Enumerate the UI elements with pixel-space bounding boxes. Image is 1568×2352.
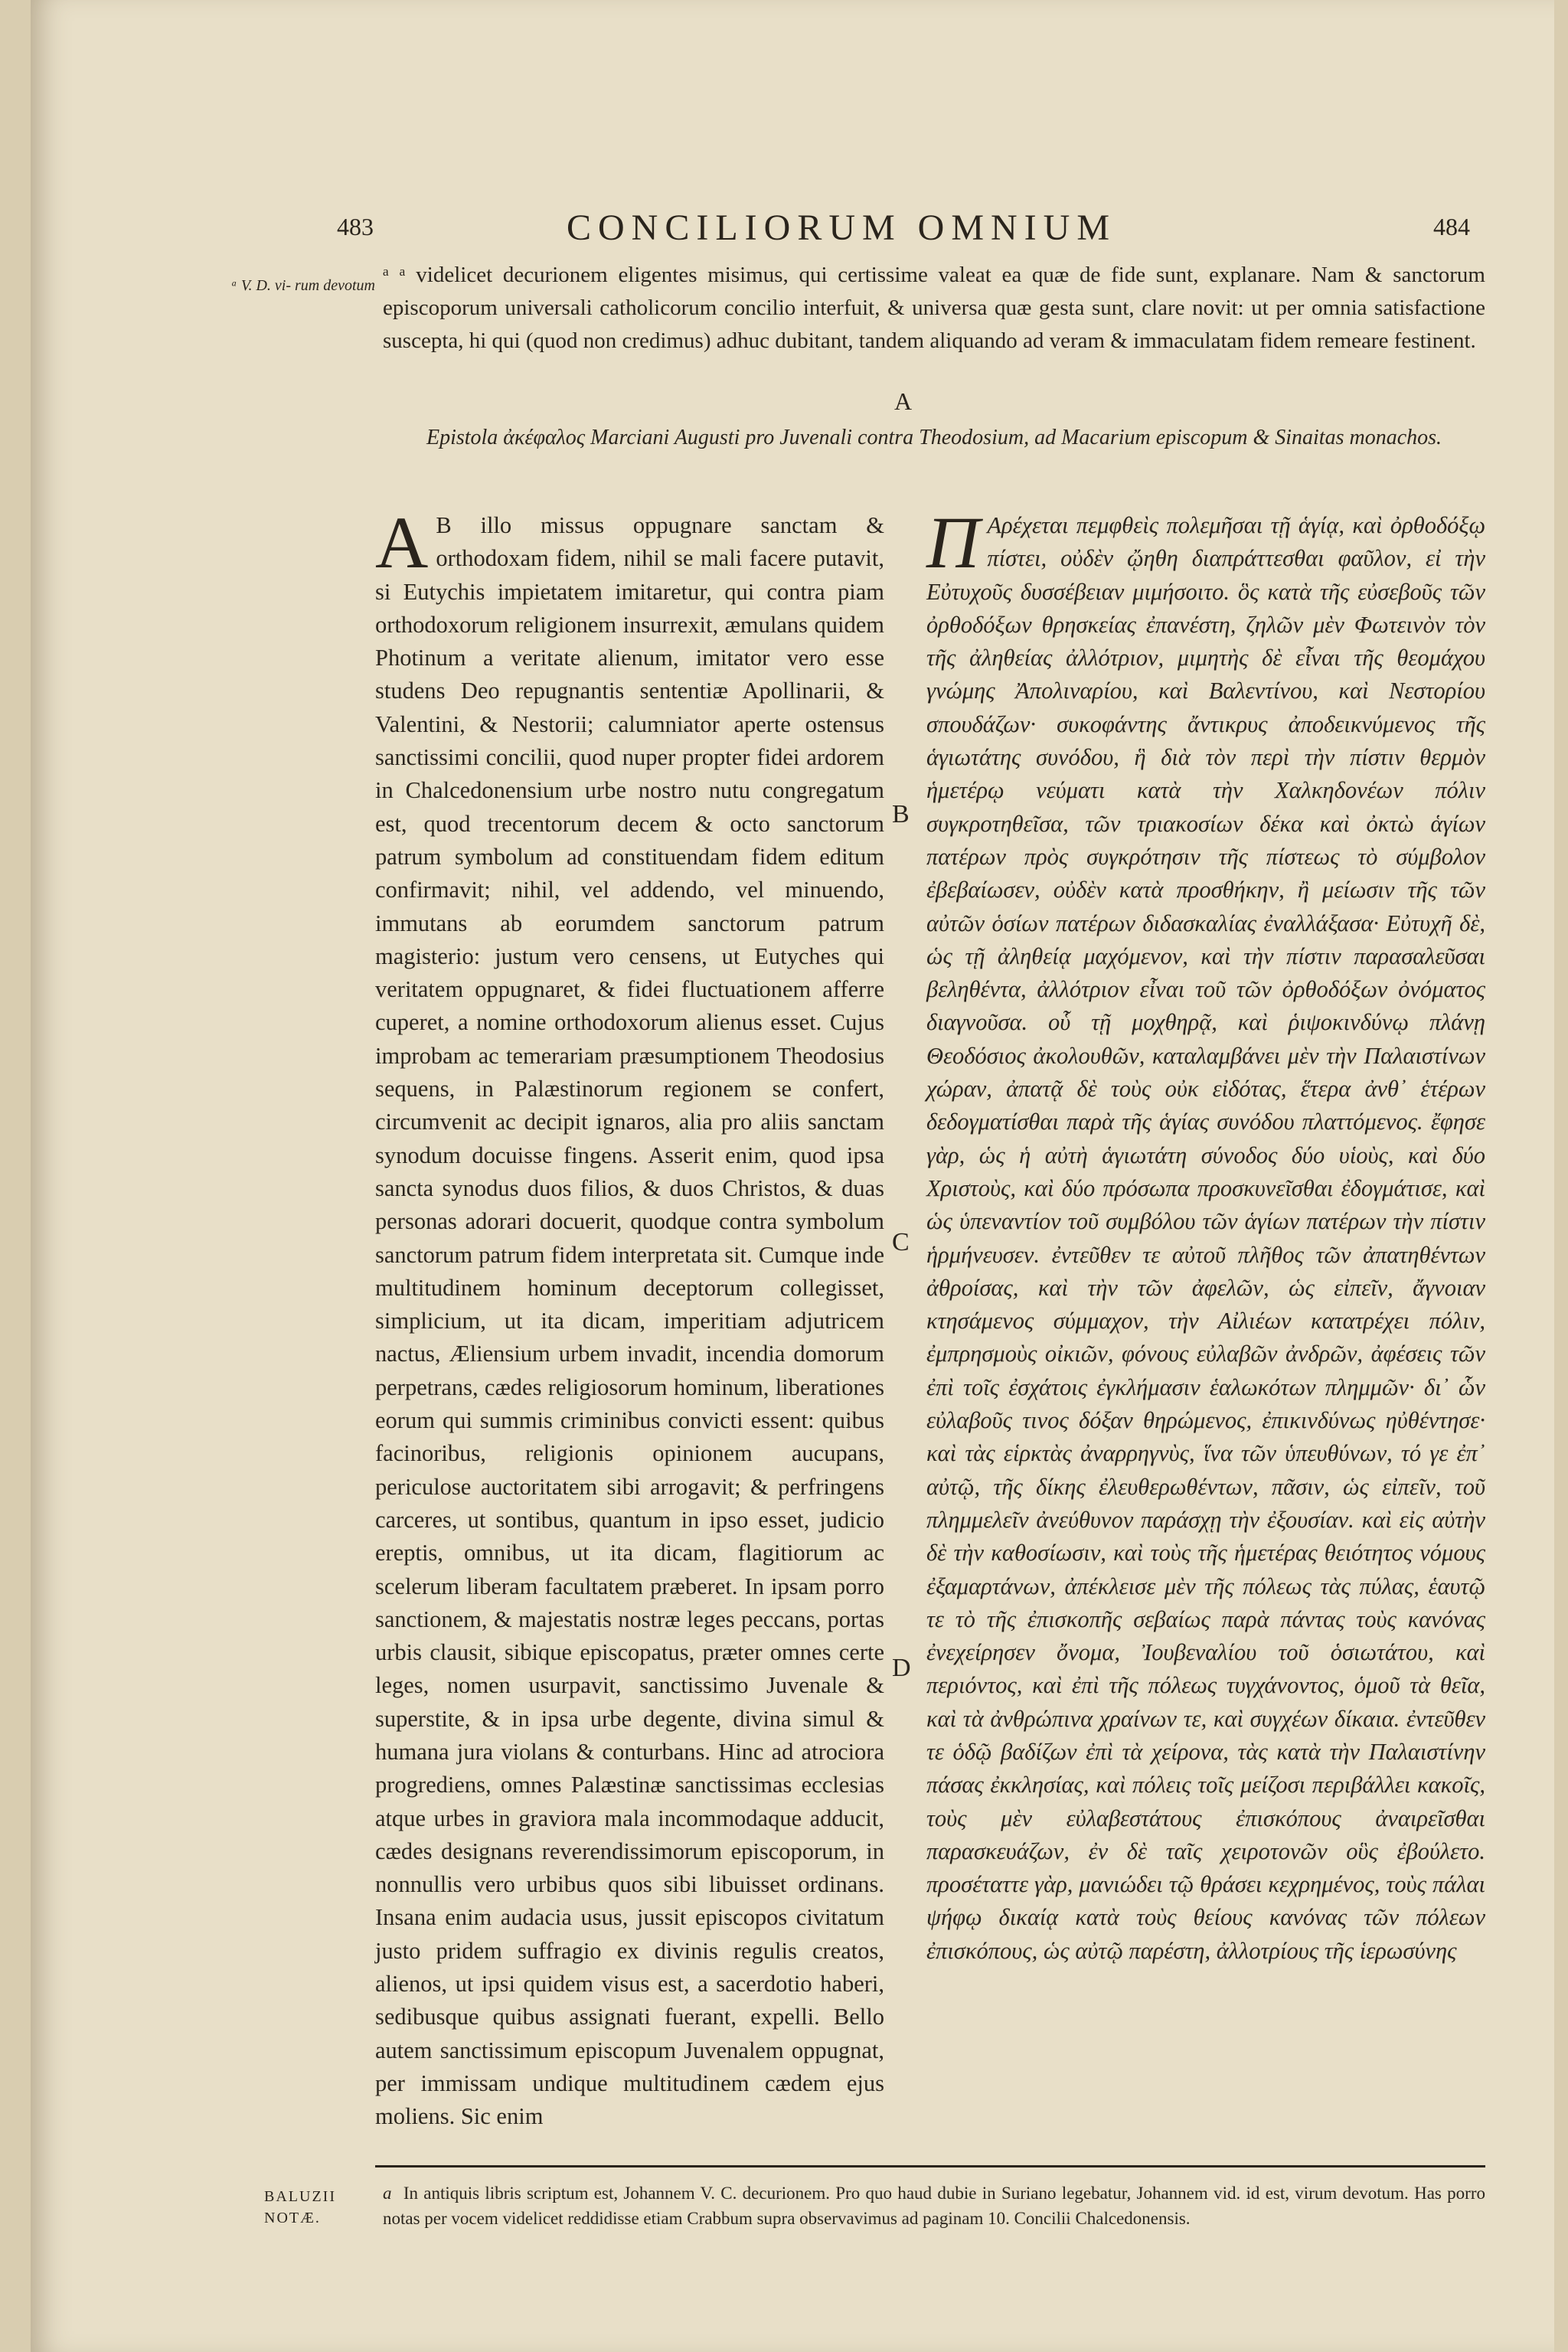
latin-column xyxy=(375,501,884,2134)
footnote-rule xyxy=(375,2165,1485,2167)
section-letter-d: D xyxy=(892,1654,911,1682)
section-letter-b: B xyxy=(892,800,910,828)
greek-drop-cap: Π xyxy=(926,501,980,583)
greek-column xyxy=(926,501,1485,1968)
footnote-letter: a xyxy=(383,2184,392,2203)
section-letter-c: C xyxy=(892,1228,910,1256)
latin-drop-cap: A xyxy=(375,501,429,583)
epistle-title: Epistola ἀκέφαλος Marciani Augusti pro Juvenali contra Theodosium, ad Macarium episcopum & Sinaitas monachos. xyxy=(426,426,1442,449)
page-number-right: 484 xyxy=(1433,213,1470,240)
footnote-text: In antiquis libris scriptum est, Johannem V. C. decurionem. Pro quo haud dubie in Suriano legebatur, Johannem vid. id est, virum devotum. Has porro notas per vocem videlicet reddidisse etiam Crabbum supra observavimus ad paginam 10. Concilii Chalcedonensis. xyxy=(383,2184,1485,2228)
margin-note: ᵃ V. D. vi- rum devotum xyxy=(230,277,375,294)
footnote-label: BALUZII NOTÆ. xyxy=(264,2188,336,2226)
running-title: CONCILIORUM OMNIUM xyxy=(567,207,1117,248)
intro-paragraph: ᵃ ᵃ videlicet decurionem eligentes misimus, qui certissime valeat ea quæ de fide sunt, explanare. Nam & sanctorum episcoporum universali catholicorum concilio interfuit, & universa quæ gesta sunt, clare novit: ut per omnia satisfactione suscepta, hi qui (quod non credimus) adhuc dubitant, tandem aliquando ad veram & immaculatam fidem remeare festinent. xyxy=(383,263,1485,353)
page-number-left: 483 xyxy=(337,213,374,240)
book-page xyxy=(31,0,1554,2352)
section-letter-a: A xyxy=(894,387,913,415)
running-header xyxy=(31,207,1554,253)
greek-text: Αρέχεται πεμφθεὶς πολεμῆσαι τῇ ἁγίᾳ, καὶ ὀρθοδόξῳ πίστει, οὐδὲν ᾤηθη διαπράττεσθαι φαῦλον, εἰ τὴν Εὐτυχοῦς δυσσέβειαν μιμήσοιτο. ὃς κατὰ τῆς εὐσεβοῦς τῶν ὀρθοδόξων θρησκείας ἐπανέστη, ζηλῶν μὲν Φωτεινὸν τὸν τῆς ἀληθείας ἀλλότριον, μιμητὴς δὲ εἶναι τῆς θεομάχου γνώμης Ἀπολιναρίου, καὶ Βαλεντίνου, καὶ Νεστορίου σπουδάζων· συκοφάντης ἄντικρυς ἀποδεικνύμενος τῆς ἁγιωτάτης συνόδου, ἣ διὰ τὸν περὶ τὴν πίστιν θερμὸν ἡμετέρῳ νεύματι κατὰ τὴν Χαλκηδονέων πόλιν συγκροτηθεῖσα, τῶν τριακοσίων δέκα καὶ ὀκτὼ ἁγίων πατέρων πρὸς συγκρότησιν τῆς πίστεως τὸ σύμβολον ἐβεβαίωσεν, οὐδὲν κατὰ προσθήκην, ἢ μείωσιν τῆς τῶν αὐτῶν ὁσίων πατέρων διδασκαλίας ἐναλλάξασα· Εὐτυχῆ δὲ, ὡς τῇ ἀληθείᾳ μαχόμενον, καὶ τὴν πίστιν παρασαλεῦσαι βεληθέντα, ἀλλότριον εἶναι τοῦ τῶν ὀρθοδόξων ὀνόματος διαγνοῦσα. οὗ τῇ μοχθηρᾷ, καὶ ῥιψοκινδύνῳ πλάνῃ Θεοδόσιος ἀκολουθῶν, καταλαμβάνει μὲν τὴν Παλαιστίνων χώραν, ἀπατᾷ δὲ τοὺς οὐκ εἰδότας, ἕτερα ἀνθ᾿ ἑτέρων δεδογματίσθαι παρὰ τῆς ἁγίας συνόδου πλαττόμενος. ἔφησε γὰρ, ὡς ἡ αὐτὴ ἁγιωτάτη σύνοδος δύο υἱοὺς, καὶ δύο Χριστοὺς, καὶ δύο πρόσωπα προσκυνεῖσθαι ἐδογμάτισε, καὶ ὡς ὑπεναντίον τοῦ συμβόλου τῶν ἁγίων πατέρων τὴν πίστιν ἡρμήνευσεν. ἐντεῦθεν τε αὐτοῦ πλῆθος τῶν ἀπατηθέντων ἀθροίσας, καὶ τὴν τῶν ἀφελῶν, ὡς εἰπεῖν, ἄγνοιαν κτησάμενος σύμμαχον, τὴν Αἰλιέων κατατρέχει πόλιν, ἐμπρησμοὺς οἰκιῶν, φόνους εὐλαβῶν ἀνδρῶν, ἀφέσεις τῶν ἐπὶ τοῖς ἐσχάτοις ἐγκλήμασιν ἑαλωκότων πλημμῶν· δι᾿ ὧν εὐλαβοῦς τινος δόξαν θηρώμενος, ἐπικινδύνως ηὐθέντησε· καὶ τὰς εἱρκτὰς ἀναρρηγνὺς, ἵνα τῶν ὑπευθύνων, τό γε ἐπ᾿ αὐτῷ, τῆς δίκης ἐλευθερωθέντων, πᾶσιν, ὡς εἰπεῖν, τοῦ πλημμελεῖν ἀνεύθυνον παράσχῃ τὴν ἐξουσίαν. καὶ εἰς αὐτὴν δὲ τὴν καθοσίωσιν, καὶ τοὺς τῆς ἡμετέρας θειότητος νόμους ἐξαμαρτάνων, ἀπέκλεισε μὲν τῆς πόλεως τὰς πύλας, ἑαυτῷ τε τὸ τῆς ἐπισκοπῆς σεβαίως παρὰ πάντας τοὺς κανόνας ἐνεχείρησεν ὄνομα, Ἰουβεναλίου τοῦ ὁσιωτάτου, καὶ περιόντος, καὶ ἐπὶ τῆς πόλεως τυγχάνοντος, ὁμοῦ τὰ θεῖα, καὶ τὰ ἀνθρώπινα χραίνων τε, καὶ συγχέων δίκαια. ἐντεῦθεν τε ὁδῷ βαδίζων ἐπὶ τὰ χείρονα, τὰς κατὰ τὴν Παλαιστίνην πάσας ἐκκλησίας, καὶ πόλεις τοῖς μείζοσι περιβάλλει κακοῖς, τοὺς μὲν εὐλαβεστάτους ἐπισκόπους ἀναιρεῖσθαι παρασκευάζων, ἐν δὲ ταῖς χειροτονῶν οὓς ἐβούλετο. προσέταττε γὰρ, μανιώδει τῷ θράσει κεχρημένος, τοὺς πάλαι ψήφῳ δικαίᾳ κατὰ τοὺς θείους κανόνας τῶν πόλεων ἐπισκόπους, ὡς αὐτῷ παρέστη, ἀλλοτρίους τῆς ἱερωσύνης xyxy=(926,512,1485,1964)
footnote xyxy=(383,2180,1485,2231)
latin-text: B illo missus oppugnare sanctam & orthodoxam fidem, nihil se mali facere putavit, si Eutychis impietatem imitaretur, qui contra piam orthodoxorum religionem insurrexit, æmulans quidem Photinum a veritate alienum, imitator vero esse studens Deo repugnantis sententiæ Apollinarii, & Valentini, & Nestorii; calumniator aperte ostensus sanctissimi concilii, quod nuper propter fidei ardorem in Chalcedonensium urbe nostro nutu congregatum est, quod trecentorum decem & octo sanctorum patrum symbolum ad constituendam fidem editum confirmavit; nihil, vel addendo, vel minuendo, immutans ab eorumdem sanctorum patrum magisterio: justum vero censens, ut Eutyches qui veritatem oppugnaret, & fidei fluctuationem afferre cuperet, a nomine orthodoxorum alienus esset. Cujus improbam ac temerariam præsumptionem Theodosius sequens, in Palæstinorum regionem se confert, circumvenit ac decipit ignaros, alia pro aliis sanctam synodum docuisse fingens. Asserit enim, quod ipsa sancta synodus duos filios, & duos Christos, & duas personas adorari docuerit, quodque contra symbolum sanctorum patrum fidem interpretata sit. Cumque inde multitudinem hominum deceptorum collegisset, simplicium, ut ita dicam, imperitiam adjutricem nactus, Æliensium urbem invadit, incendia domorum perpetrans, cædes religiosorum hominum, liberationes eorum qui summis criminibus convicti essent: quibus facinoribus, religionis opinionem aucupans, periculose auctoritatem sibi arrogavit; & perfringens carceres, ut sontibus, quantum in ipso esset, judicio ereptis, omnibus, ut ita dicam, flagitiorum ac scelerum liberam facultatem præberet. In ipsam porro sanctionem, & majestatis nostræ leges peccans, portas urbis clausit, sibique episcopatus, præter omnes certe leges, nomen usurpavit, sanctissimo Juvenale & superstite, & in ipsa urbe degente, divina simul & humana jura violans & conturbans. Hinc ad atrociora progrediens, omnes Palæstinæ sanctissimas ecclesias atque urbes in graviora mala incommodaque adducit, cædes designans reverendissimorum episcoporum, in nonnullis vero urbibus quos sibi libuisset ordinans. Insana enim audacia usus, jussit episcopos civitatum justo pridem suffragio ex divinis regulis creatos, alienos, ut ipsi quidem visus est, a sacerdotio haberi, sedibusque quibus assignati fuerant, expelli. Bello autem sanctissimum episcopum Juvenalem oppugnat, per immissam undique multitudinem cædem ejus moliens. Sic enim xyxy=(375,512,884,2130)
